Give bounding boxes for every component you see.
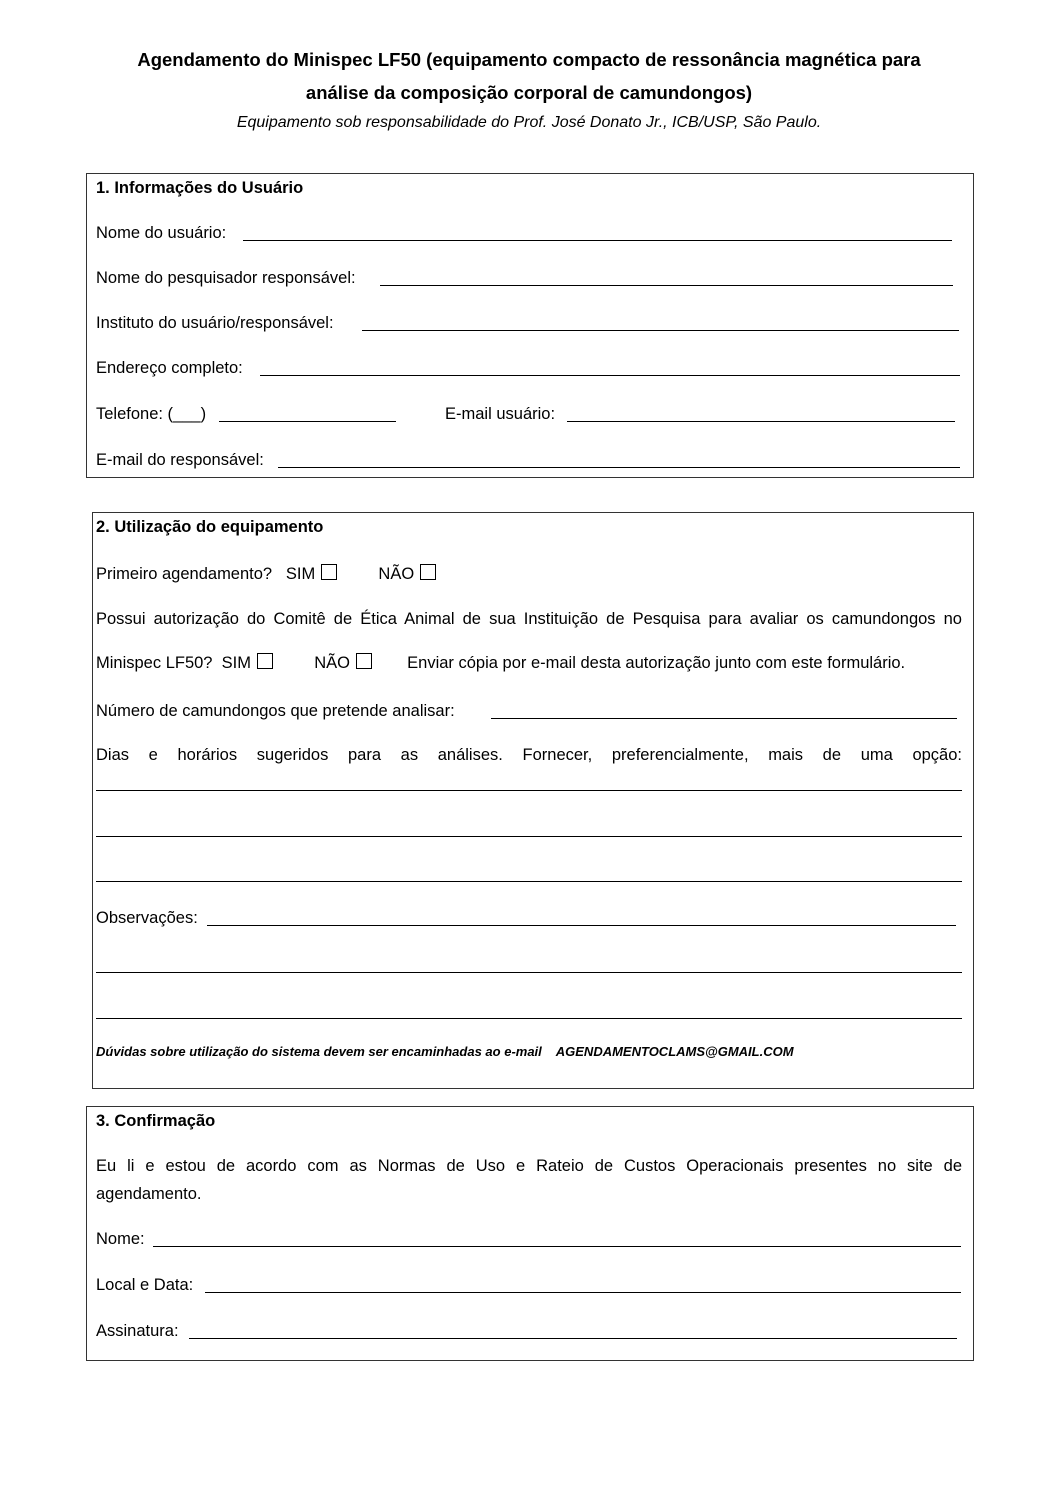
autorizacao-prefix: Minispec LF50? bbox=[96, 654, 213, 672]
duvidas-text: Dúvidas sobre utilização do sistema devem ser encaminhadas ao e-mail bbox=[96, 1044, 542, 1059]
observacoes-line-2[interactable] bbox=[96, 972, 962, 973]
primeiro-nao-checkbox[interactable] bbox=[420, 564, 436, 580]
numero-camundongos-label: Número de camundongos que pretende analisar: bbox=[96, 702, 455, 720]
dias-horarios-label: Dias e horários sugeridos para as análises. Fornecer, preferencialmente, mais de uma opção: bbox=[96, 746, 962, 764]
email-responsavel-label: E-mail do responsável: bbox=[96, 451, 264, 469]
email-usuario-label: E-mail usuário: bbox=[445, 405, 556, 423]
enviar-copia-note: Enviar cópia por e-mail desta autorização junto com este formulário. bbox=[407, 654, 906, 672]
primeiro-agendamento-row bbox=[96, 563, 436, 585]
endereco-field[interactable] bbox=[260, 375, 960, 376]
section-equipment-use bbox=[92, 512, 974, 1089]
section3-heading: 3. Confirmação bbox=[96, 1112, 216, 1130]
email-usuario-field[interactable] bbox=[567, 421, 955, 422]
nome-usuario-label: Nome do usuário: bbox=[96, 224, 227, 242]
dias-horarios-line-3[interactable] bbox=[96, 881, 962, 882]
dias-horarios-line-2[interactable] bbox=[96, 836, 962, 837]
nome-usuario-field[interactable] bbox=[243, 240, 952, 241]
section1-heading: 1. Informações do Usuário bbox=[96, 179, 304, 197]
numero-camundongos-field[interactable] bbox=[491, 718, 957, 719]
form-subtitle: Equipamento sob responsabilidade do Prof. José Donato Jr., ICB/USP, São Paulo. bbox=[236, 114, 822, 131]
form-title-line-2: análise da composição corporal de camundongos) bbox=[305, 82, 753, 103]
instituto-field[interactable] bbox=[362, 330, 959, 331]
dias-horarios-line-1[interactable] bbox=[96, 790, 962, 791]
assinatura-label: Assinatura: bbox=[96, 1322, 179, 1340]
assinatura-field[interactable] bbox=[189, 1338, 957, 1339]
declaracao-line2: agendamento. bbox=[96, 1185, 202, 1203]
telefone-field[interactable] bbox=[219, 421, 396, 422]
local-data-label: Local e Data: bbox=[96, 1276, 194, 1294]
contact-email[interactable]: AGENDAMENTOCLAMS@GMAIL.COM bbox=[555, 1044, 794, 1059]
instituto-label: Instituto do usuário/responsável: bbox=[96, 314, 334, 332]
autorizacao-sim-checkbox[interactable] bbox=[257, 653, 273, 669]
observacoes-line-3[interactable] bbox=[96, 1018, 962, 1019]
endereco-label: Endereço completo: bbox=[96, 359, 243, 377]
autorizacao-row bbox=[96, 652, 905, 674]
observacoes-label: Observações: bbox=[96, 909, 198, 927]
primeiro-sim-label: SIM bbox=[285, 565, 316, 583]
section2-heading: 2. Utilização do equipamento bbox=[96, 518, 324, 536]
local-data-field[interactable] bbox=[205, 1292, 961, 1293]
pesquisador-field[interactable] bbox=[380, 285, 953, 286]
pesquisador-label: Nome do pesquisador responsável: bbox=[96, 269, 356, 287]
nome-field[interactable] bbox=[153, 1246, 961, 1247]
form-title-line-1: Agendamento do Minispec LF50 (equipamento compacto de ressonância magnética para bbox=[137, 49, 921, 70]
primeiro-nao-label: NÃO bbox=[378, 565, 415, 583]
autorizacao-sim-label: SIM bbox=[221, 654, 251, 672]
primeiro-sim-checkbox[interactable] bbox=[321, 564, 337, 580]
telefone-label: Telefone: (___) bbox=[96, 405, 207, 423]
observacoes-field[interactable] bbox=[207, 925, 956, 926]
autorizacao-nao-label: NÃO bbox=[314, 654, 350, 672]
email-responsavel-field[interactable] bbox=[278, 467, 960, 468]
primeiro-agendamento-label: Primeiro agendamento? bbox=[96, 565, 273, 583]
autorizacao-question-line1: Possui autorização do Comitê de Ética Animal de sua Instituição de Pesquisa para avaliar os camundongos no bbox=[96, 610, 962, 628]
duvidas-note bbox=[96, 1041, 794, 1063]
section-confirmation bbox=[86, 1106, 974, 1361]
declaracao-line1: Eu li e estou de acordo com as Normas de Uso e Rateio de Custos Operacionais presentes no site de bbox=[96, 1157, 962, 1175]
autorizacao-nao-checkbox[interactable] bbox=[356, 653, 372, 669]
nome-label: Nome: bbox=[96, 1230, 145, 1248]
